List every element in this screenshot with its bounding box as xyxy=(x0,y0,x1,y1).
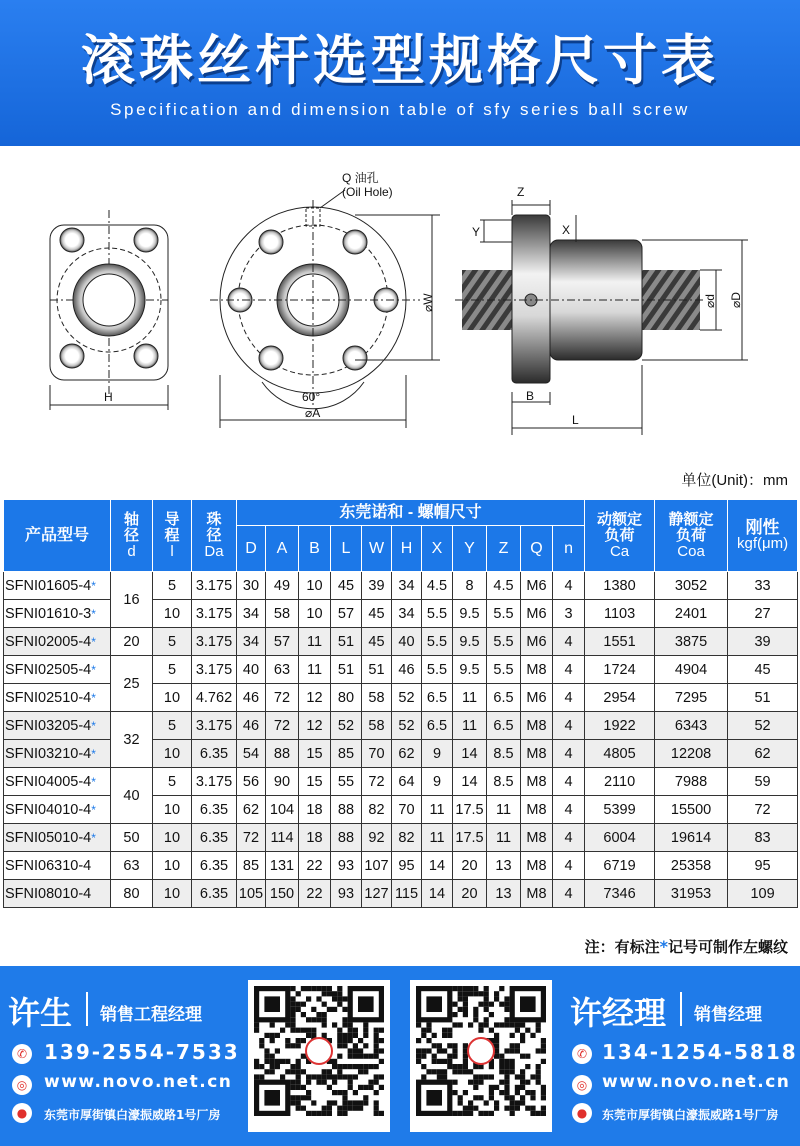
cell-b: 15 xyxy=(299,768,331,796)
cell-z: 11 xyxy=(487,796,521,824)
cell-z: 4.5 xyxy=(487,572,521,600)
cell-da: 6.35 xyxy=(192,796,237,824)
cell-b: 11 xyxy=(299,628,331,656)
location-icon: ● xyxy=(12,1103,32,1123)
contact-name-1: 许生 xyxy=(8,994,73,1032)
table-row xyxy=(4,656,798,684)
cell-a: 72 xyxy=(266,684,299,712)
header-dim-l: L xyxy=(331,526,362,572)
cell-da: 6.35 xyxy=(192,740,237,768)
cell-z: 6.5 xyxy=(487,684,521,712)
cell-da: 6.35 xyxy=(192,880,237,908)
contact-name-2: 许经理 xyxy=(570,994,667,1032)
cell-d: 30 xyxy=(237,572,266,600)
cell-q: M6 xyxy=(521,628,553,656)
cell-y: 9.5 xyxy=(453,656,487,684)
table-row xyxy=(4,572,798,600)
cell-x: 6.5 xyxy=(422,684,453,712)
cell-h: 34 xyxy=(392,572,422,600)
cell-coa: 7295 xyxy=(655,684,728,712)
cell-da: 3.175 xyxy=(192,600,237,628)
cell-y: 11 xyxy=(453,684,487,712)
cell-d: 56 xyxy=(237,768,266,796)
cell-l: 5 xyxy=(153,628,192,656)
contact-web-1: www.novo.net.cn xyxy=(44,1072,233,1092)
model-cell: SFNI01605-4* xyxy=(4,572,111,600)
cell-x: 6.5 xyxy=(422,712,453,740)
cell-k: 39 xyxy=(728,628,798,656)
model-cell: SFNI02510-4* xyxy=(4,684,111,712)
cell-n: 4 xyxy=(553,572,585,600)
cell-ca: 2110 xyxy=(585,768,655,796)
cell-d: 85 xyxy=(237,852,266,880)
cell-a: 57 xyxy=(266,628,299,656)
cell-h: 40 xyxy=(392,628,422,656)
cell-d: 105 xyxy=(237,880,266,908)
cell-w: 107 xyxy=(362,852,392,880)
cell-q: M8 xyxy=(521,824,553,852)
cell-w: 127 xyxy=(362,880,392,908)
cell-b: 12 xyxy=(299,684,331,712)
cell-w: 51 xyxy=(362,656,392,684)
cell-z: 5.5 xyxy=(487,600,521,628)
phone-icon: ✆ xyxy=(12,1044,32,1064)
page-title: 滚珠丝杆选型规格尺寸表 xyxy=(81,29,719,92)
header-dim-q: Q xyxy=(521,526,553,572)
cell-k: 51 xyxy=(728,684,798,712)
cell-da: 6.35 xyxy=(192,852,237,880)
cell-l: 45 xyxy=(331,572,362,600)
cell-l: 10 xyxy=(153,740,192,768)
title-banner xyxy=(0,0,800,146)
cell-n: 4 xyxy=(553,824,585,852)
header-dim-z: Z xyxy=(487,526,521,572)
table-row xyxy=(4,824,798,852)
cell-q: M6 xyxy=(521,600,553,628)
header-dim-a: A xyxy=(266,526,299,572)
contact-address-2: 东莞市厚街镇白濠振威路1号厂房 xyxy=(602,1108,779,1122)
left-thread-note: 注：有标注*记号可制作左螺纹 xyxy=(584,937,788,956)
cell-n: 4 xyxy=(553,768,585,796)
cell-h: 70 xyxy=(392,796,422,824)
cell-coa: 3052 xyxy=(655,572,728,600)
model-cell: SFNI06310-4 xyxy=(4,852,111,880)
cell-a: 150 xyxy=(266,880,299,908)
model-cell: SFNI02005-4* xyxy=(4,628,111,656)
page-subtitle: Specification and dimension table of sfy series ball screw xyxy=(110,100,690,119)
cell-da: 3.175 xyxy=(192,712,237,740)
cell-n: 4 xyxy=(553,880,585,908)
cell-l: 5 xyxy=(153,768,192,796)
cell-ca: 1724 xyxy=(585,656,655,684)
cell-coa: 3875 xyxy=(655,628,728,656)
cell-w: 39 xyxy=(362,572,392,600)
cell-w: 45 xyxy=(362,600,392,628)
cell-ca: 1551 xyxy=(585,628,655,656)
spec-table xyxy=(3,499,798,908)
cell-d: 54 xyxy=(237,740,266,768)
cell-w: 45 xyxy=(362,628,392,656)
dim-a-label: ⌀A xyxy=(305,406,321,420)
cell-q: M8 xyxy=(521,880,553,908)
cell-a: 49 xyxy=(266,572,299,600)
cell-n: 4 xyxy=(553,656,585,684)
cell-k: 27 xyxy=(728,600,798,628)
model-cell: SFNI04010-4* xyxy=(4,796,111,824)
header-shaft: 轴 径 d xyxy=(111,500,153,572)
cell-y: 14 xyxy=(453,768,487,796)
cell-z: 5.5 xyxy=(487,656,521,684)
cell-q: M6 xyxy=(521,572,553,600)
cell-y: 8 xyxy=(453,572,487,600)
cell-b: 10 xyxy=(299,600,331,628)
shaft-diameter-cell: 16 xyxy=(111,572,153,628)
cell-n: 4 xyxy=(553,796,585,824)
cell-b: 18 xyxy=(299,796,331,824)
oil-hole-label-en: (Oil Hole) xyxy=(342,185,393,199)
cell-d: 62 xyxy=(237,796,266,824)
table-row xyxy=(4,768,798,796)
cell-x: 4.5 xyxy=(422,572,453,600)
cell-l: 88 xyxy=(331,796,362,824)
cell-d: 46 xyxy=(237,684,266,712)
contact-role-2: 销售经理 xyxy=(694,1005,762,1025)
cell-x: 5.5 xyxy=(422,628,453,656)
dim-l-label: L xyxy=(572,413,579,427)
cell-l: 52 xyxy=(331,712,362,740)
cell-ca: 6719 xyxy=(585,852,655,880)
cell-x: 5.5 xyxy=(422,600,453,628)
header-dim-d: D xyxy=(237,526,266,572)
cell-q: M8 xyxy=(521,656,553,684)
cell-l: 10 xyxy=(153,684,192,712)
cell-q: M8 xyxy=(521,740,553,768)
cell-coa: 4904 xyxy=(655,656,728,684)
location-icon: ● xyxy=(572,1103,592,1123)
cell-y: 9.5 xyxy=(453,600,487,628)
cell-n: 3 xyxy=(553,600,585,628)
cell-l: 5 xyxy=(153,656,192,684)
cell-z: 8.5 xyxy=(487,740,521,768)
model-cell: SFNI08010-4 xyxy=(4,880,111,908)
cell-z: 6.5 xyxy=(487,712,521,740)
cell-b: 22 xyxy=(299,852,331,880)
cell-l: 5 xyxy=(153,712,192,740)
cell-n: 4 xyxy=(553,852,585,880)
cell-x: 9 xyxy=(422,768,453,796)
cell-l: 10 xyxy=(153,824,192,852)
model-cell: SFNI02505-4* xyxy=(4,656,111,684)
header-dim-n: n xyxy=(553,526,585,572)
cell-l: 88 xyxy=(331,824,362,852)
cell-a: 114 xyxy=(266,824,299,852)
cell-da: 4.762 xyxy=(192,684,237,712)
oil-hole-label: Q 油孔 xyxy=(342,171,379,185)
header-lead: 导 程 l xyxy=(153,500,192,572)
cell-a: 90 xyxy=(266,768,299,796)
cell-b: 15 xyxy=(299,740,331,768)
cell-h: 52 xyxy=(392,712,422,740)
cell-q: M8 xyxy=(521,712,553,740)
cell-x: 11 xyxy=(422,824,453,852)
cell-b: 18 xyxy=(299,824,331,852)
cell-y: 14 xyxy=(453,740,487,768)
header-nut-group: 东莞诺和 - 螺帽尺寸 xyxy=(237,500,585,526)
phone-icon: ✆ xyxy=(572,1044,592,1064)
cell-x: 14 xyxy=(422,880,453,908)
globe-icon: ◎ xyxy=(12,1075,32,1095)
cell-l: 51 xyxy=(331,656,362,684)
cell-k: 72 xyxy=(728,796,798,824)
cell-a: 104 xyxy=(266,796,299,824)
qr-code[interactable] xyxy=(248,980,390,1132)
cell-z: 13 xyxy=(487,880,521,908)
cell-da: 3.175 xyxy=(192,768,237,796)
cell-w: 58 xyxy=(362,684,392,712)
table-row xyxy=(4,880,798,908)
cell-y: 17.5 xyxy=(453,824,487,852)
dim-x-label: X xyxy=(562,223,571,237)
header-ball: 珠 径 Da xyxy=(192,500,237,572)
shaft-diameter-cell: 80 xyxy=(111,880,153,908)
cell-d: 34 xyxy=(237,600,266,628)
cell-b: 12 xyxy=(299,712,331,740)
shaft-diameter-cell: 20 xyxy=(111,628,153,656)
contact-phone-2: 134-1254-5818 xyxy=(602,1040,798,1064)
cell-x: 14 xyxy=(422,852,453,880)
cell-l: 55 xyxy=(331,768,362,796)
cell-d: 34 xyxy=(237,628,266,656)
contact-footer xyxy=(0,966,800,1146)
header-dim-b: B xyxy=(299,526,331,572)
cell-k: 45 xyxy=(728,656,798,684)
header-model: 产品型号 xyxy=(4,500,111,572)
cell-da: 6.35 xyxy=(192,824,237,852)
cell-ca: 1380 xyxy=(585,572,655,600)
dim-y-label: Y xyxy=(472,225,481,239)
header-dim-x: X xyxy=(422,526,453,572)
cell-ca: 1922 xyxy=(585,712,655,740)
cell-coa: 31953 xyxy=(655,880,728,908)
cell-k: 109 xyxy=(728,880,798,908)
cell-l: 85 xyxy=(331,740,362,768)
technical-drawing xyxy=(0,160,800,460)
cell-ca: 5399 xyxy=(585,796,655,824)
cell-coa: 25358 xyxy=(655,852,728,880)
dim-b-label: B xyxy=(526,389,535,403)
cell-da: 3.175 xyxy=(192,656,237,684)
cell-n: 4 xyxy=(553,628,585,656)
dim-w-label: ⌀W xyxy=(421,293,435,312)
header-dynamic-load: 动额定 负荷 Ca xyxy=(585,500,655,572)
contact-web-2: www.novo.net.cn xyxy=(602,1072,791,1092)
cell-b: 10 xyxy=(299,572,331,600)
model-cell: SFNI05010-4* xyxy=(4,824,111,852)
cell-w: 58 xyxy=(362,712,392,740)
header-dim-w: W xyxy=(362,526,392,572)
cell-y: 20 xyxy=(453,880,487,908)
cell-q: M8 xyxy=(521,852,553,880)
unit-label: 单位(Unit)：mm xyxy=(681,472,788,489)
header-dim-y: Y xyxy=(453,526,487,572)
dim-z-label: Z xyxy=(517,185,525,199)
cell-b: 11 xyxy=(299,656,331,684)
cell-h: 115 xyxy=(392,880,422,908)
cell-a: 88 xyxy=(266,740,299,768)
shaft-diameter-cell: 50 xyxy=(111,824,153,852)
cell-l: 10 xyxy=(153,852,192,880)
cell-coa: 7988 xyxy=(655,768,728,796)
header-static-load: 静额定 负荷 Coa xyxy=(655,500,728,572)
cell-l: 5 xyxy=(153,572,192,600)
header-rigidity: 刚性 kgf(μm) xyxy=(728,500,798,572)
cell-y: 11 xyxy=(453,712,487,740)
cell-h: 62 xyxy=(392,740,422,768)
cell-ca: 1103 xyxy=(585,600,655,628)
cell-ca: 6004 xyxy=(585,824,655,852)
model-cell: SFNI04005-4* xyxy=(4,768,111,796)
cell-a: 72 xyxy=(266,712,299,740)
cell-da: 3.175 xyxy=(192,628,237,656)
cell-k: 95 xyxy=(728,852,798,880)
table-row xyxy=(4,712,798,740)
qr-code[interactable] xyxy=(410,980,552,1132)
cell-h: 82 xyxy=(392,824,422,852)
cell-h: 34 xyxy=(392,600,422,628)
cell-w: 70 xyxy=(362,740,392,768)
cell-y: 20 xyxy=(453,852,487,880)
cell-z: 8.5 xyxy=(487,768,521,796)
cell-coa: 12208 xyxy=(655,740,728,768)
cell-a: 58 xyxy=(266,600,299,628)
cell-b: 22 xyxy=(299,880,331,908)
contact-address-1: 东莞市厚街镇白濠振威路1号厂房 xyxy=(44,1108,221,1122)
cell-n: 4 xyxy=(553,740,585,768)
cell-coa: 6343 xyxy=(655,712,728,740)
cell-z: 11 xyxy=(487,824,521,852)
shaft-diameter-cell: 25 xyxy=(111,656,153,712)
cell-x: 11 xyxy=(422,796,453,824)
cell-d: 40 xyxy=(237,656,266,684)
cell-h: 52 xyxy=(392,684,422,712)
cell-coa: 2401 xyxy=(655,600,728,628)
cell-l: 10 xyxy=(153,880,192,908)
cell-w: 92 xyxy=(362,824,392,852)
cell-x: 9 xyxy=(422,740,453,768)
cell-h: 64 xyxy=(392,768,422,796)
cell-l: 10 xyxy=(153,600,192,628)
cell-coa: 15500 xyxy=(655,796,728,824)
cell-h: 46 xyxy=(392,656,422,684)
cell-q: M8 xyxy=(521,796,553,824)
contact-role-1: 销售工程经理 xyxy=(100,1005,202,1025)
cell-n: 4 xyxy=(553,684,585,712)
model-cell: SFNI03205-4* xyxy=(4,712,111,740)
cell-coa: 19614 xyxy=(655,824,728,852)
cell-k: 52 xyxy=(728,712,798,740)
shaft-diameter-cell: 32 xyxy=(111,712,153,768)
cell-k: 62 xyxy=(728,740,798,768)
cell-q: M8 xyxy=(521,768,553,796)
cell-q: M6 xyxy=(521,684,553,712)
cell-l: 57 xyxy=(331,600,362,628)
cell-h: 95 xyxy=(392,852,422,880)
cell-d: 72 xyxy=(237,824,266,852)
table-row xyxy=(4,852,798,880)
cell-l: 93 xyxy=(331,852,362,880)
cell-k: 83 xyxy=(728,824,798,852)
contact-phone-1: 139-2554-7533 xyxy=(44,1040,240,1064)
shaft-diameter-cell: 40 xyxy=(111,768,153,824)
cell-z: 5.5 xyxy=(487,628,521,656)
cell-da: 3.175 xyxy=(192,572,237,600)
globe-icon: ◎ xyxy=(572,1075,592,1095)
cell-k: 33 xyxy=(728,572,798,600)
cell-z: 13 xyxy=(487,852,521,880)
model-cell: SFNI03210-4* xyxy=(4,740,111,768)
table-row xyxy=(4,628,798,656)
cell-d: 46 xyxy=(237,712,266,740)
model-cell: SFNI01610-3* xyxy=(4,600,111,628)
cell-l: 93 xyxy=(331,880,362,908)
cell-w: 82 xyxy=(362,796,392,824)
cell-w: 72 xyxy=(362,768,392,796)
dim-h-label: H xyxy=(104,390,113,404)
shaft-diameter-cell: 63 xyxy=(111,852,153,880)
cell-k: 59 xyxy=(728,768,798,796)
cell-n: 4 xyxy=(553,712,585,740)
cell-a: 63 xyxy=(266,656,299,684)
cell-ca: 2954 xyxy=(585,684,655,712)
dim-d-large-label: ⌀D xyxy=(729,292,743,308)
cell-y: 17.5 xyxy=(453,796,487,824)
cell-a: 131 xyxy=(266,852,299,880)
header-dim-h: H xyxy=(392,526,422,572)
cell-l: 80 xyxy=(331,684,362,712)
cell-x: 5.5 xyxy=(422,656,453,684)
angle-label: 60° xyxy=(302,390,321,404)
cell-l: 10 xyxy=(153,796,192,824)
cell-ca: 4805 xyxy=(585,740,655,768)
cell-ca: 7346 xyxy=(585,880,655,908)
cell-y: 9.5 xyxy=(453,628,487,656)
cell-l: 51 xyxy=(331,628,362,656)
dim-d-small-label: ⌀d xyxy=(703,294,717,308)
